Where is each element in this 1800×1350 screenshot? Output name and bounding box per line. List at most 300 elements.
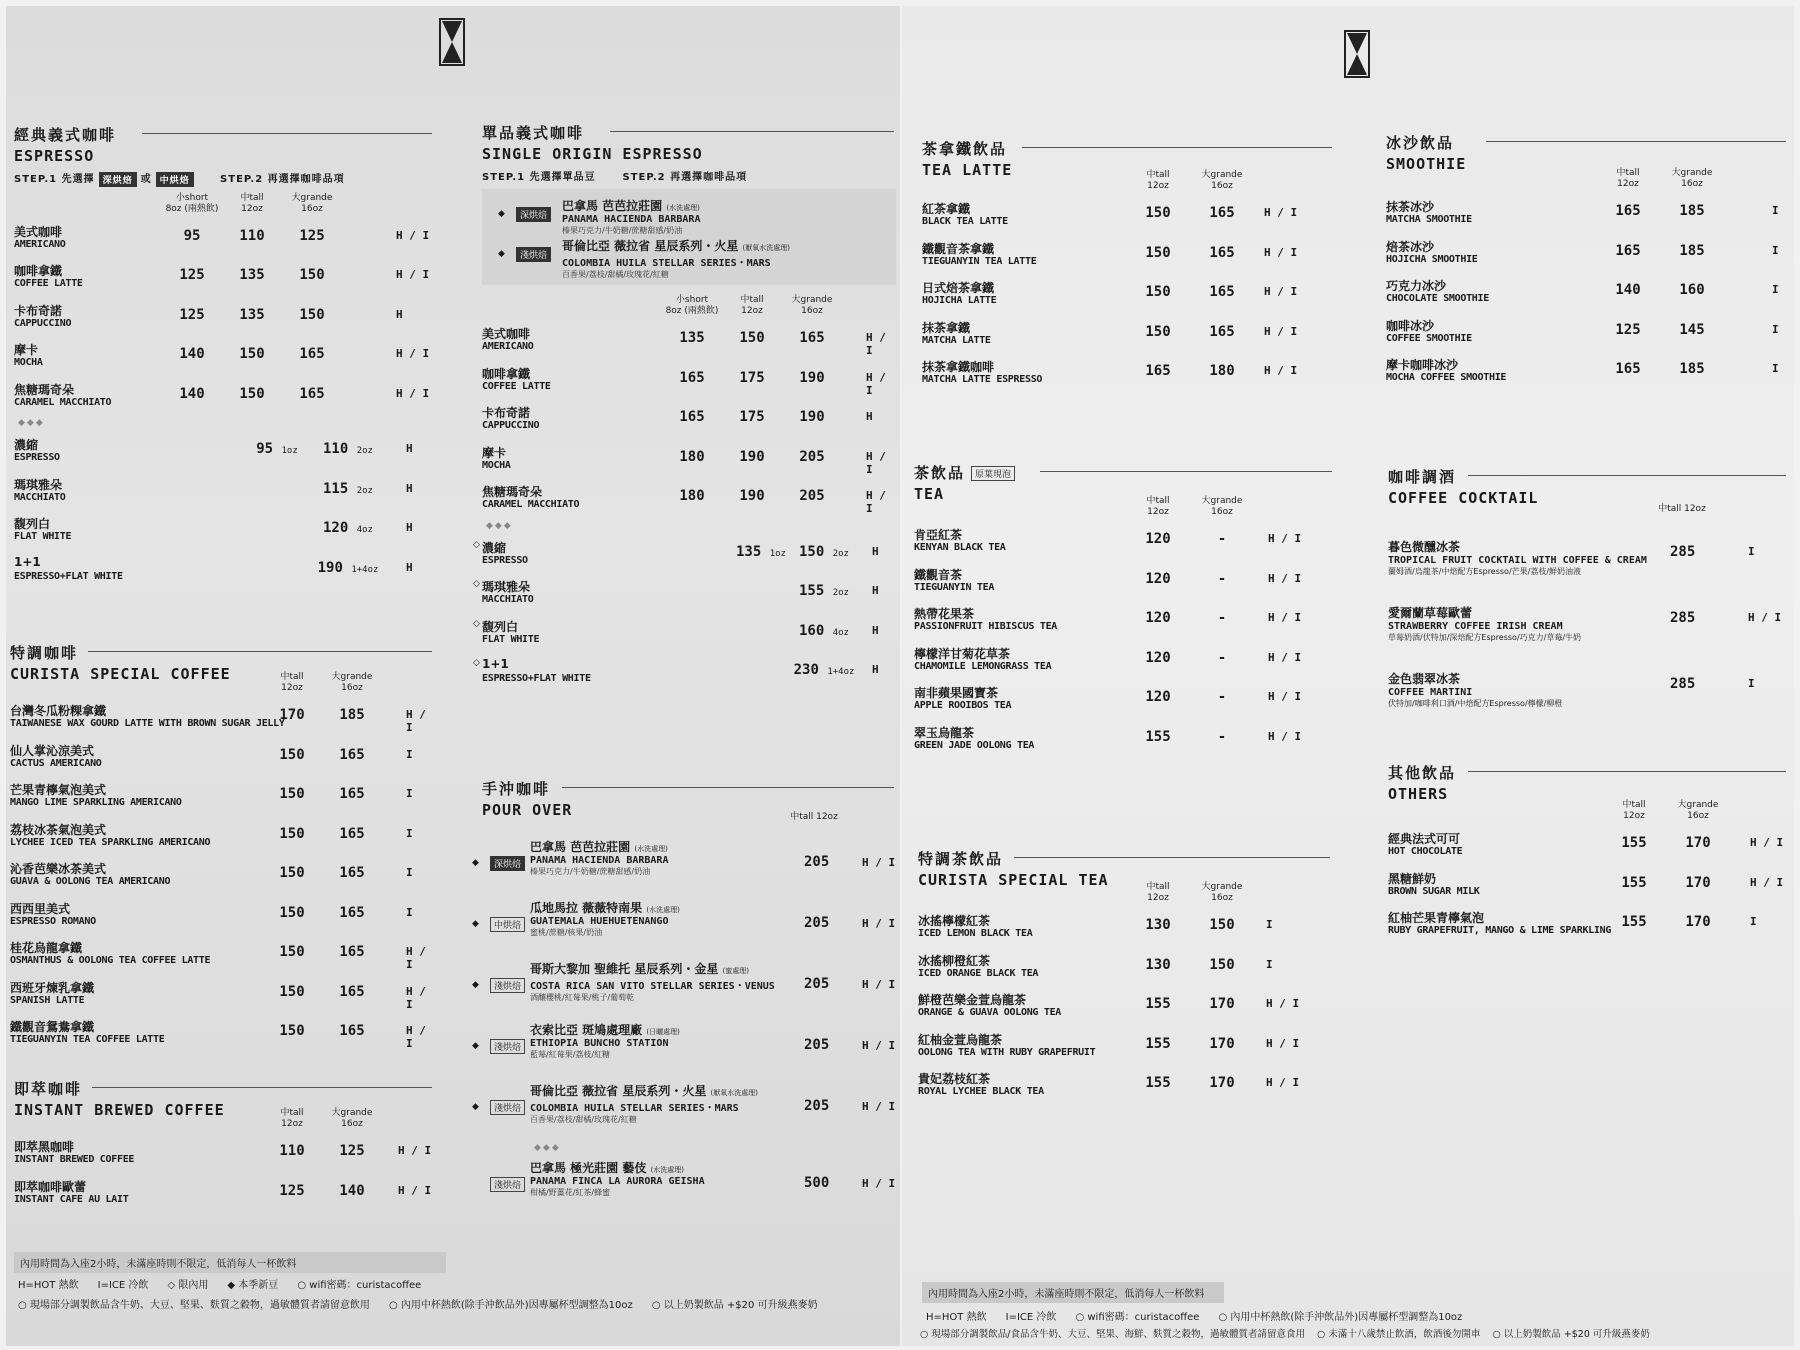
item-name-en: AMERICANO — [14, 238, 66, 250]
section-tea-latte — [922, 138, 1332, 396]
item-price: 140 — [179, 385, 205, 402]
menu-item — [14, 434, 434, 474]
temperature-options: H / I — [1264, 364, 1298, 377]
temperature-options: H / I — [1268, 532, 1302, 545]
size-label: 大grande 16oz — [1201, 496, 1243, 517]
item-name-zh: 摩卡咖啡冰沙 — [1386, 358, 1459, 372]
item-price: 205 — [804, 854, 830, 870]
menu-item — [914, 643, 1332, 683]
item-price: 205 — [804, 976, 830, 992]
item-price: 150 — [1145, 323, 1171, 340]
menu-item — [1386, 236, 1786, 276]
section-title-zh: 單品義式咖啡 — [482, 124, 585, 142]
item-price: 205 — [804, 915, 830, 931]
item-price: 165 — [299, 385, 325, 402]
item-price: 165 — [679, 409, 705, 425]
section-title-en: INSTANT BREWED COFFEE — [14, 1101, 225, 1119]
bean-selection-box — [482, 189, 896, 285]
item-name-zh: 馥列白 — [482, 619, 519, 634]
temperature-options: I — [1748, 545, 1755, 558]
size-label: 中tall 12oz — [280, 672, 304, 693]
bean-option: ◆ 淺烘焙 哥倫比亞 薇拉省 星辰系列・火星 (厭氧水洗處理) COLOMBIA HUILA STELLAR SERIES・MARS 百香果/荔枝/甜橘/玫瑰花/紅糖 — [498, 239, 791, 279]
pour-over-item: ◆ 淺烘焙 哥倫比亞 薇拉省 星辰系列・火星 (厭氧水洗處理) COLOMBIA HUILA STELLAR SERIES・MARS 百香果/荔枝/甜橘/玫瑰花/紅糖 205 H / I — [472, 1084, 896, 1124]
item-price: 150 — [279, 786, 305, 802]
item-price: 190 — [799, 369, 825, 386]
item-name-en: APPLE ROOIBOS TEA — [914, 700, 1012, 711]
item-name-en: ICED LEMON BLACK TEA — [918, 928, 1033, 939]
item-price: 120 — [1145, 570, 1171, 587]
item-price: 180 — [1209, 363, 1235, 379]
item-name-en: TAIWANESE WAX GOURD LATTE WITH BROWN SUGAR JELLY — [10, 718, 285, 729]
item-name-en: ORANGE & GUAVA OOLONG TEA — [918, 1007, 1062, 1018]
item-price: 125 — [279, 1182, 305, 1199]
item-price: 120 4oz — [323, 520, 373, 536]
size-label: 中tall 12oz — [1616, 168, 1640, 189]
item-name-en: FLAT WHITE — [482, 633, 540, 645]
temperature-options: H / I — [396, 347, 430, 360]
item-name-en: RUBY GRAPEFRUIT, MANGO & LIME SPARKLING — [1388, 925, 1612, 936]
temperature-options: H — [872, 544, 879, 558]
temperature-options: I — [406, 826, 413, 840]
item-name-zh: 咖啡拿鐵 — [482, 366, 531, 381]
menu-item — [482, 442, 896, 482]
roast-badge: 中烘焙 — [490, 917, 525, 932]
menu-item — [918, 910, 1332, 950]
menu-item — [10, 977, 434, 1017]
size-label: 小short 8oz (兩熱飲) — [165, 192, 219, 214]
section-title-zh: 經典義式咖啡 — [14, 126, 117, 144]
item-name-en: GUAVA & OOLONG TEA AMERICANO — [10, 876, 171, 887]
item-price: 150 — [279, 904, 305, 921]
item-price: 150 — [299, 267, 325, 283]
item-name-zh: 台灣冬瓜粉粿拿鐵 — [10, 704, 107, 718]
roast-badge: 淺烘焙 — [490, 1100, 525, 1115]
item-name-zh: 咖啡冰沙 — [1386, 318, 1435, 333]
item-name-en: INSTANT BREWED COFFEE — [14, 1154, 135, 1165]
section-smoothie — [1386, 132, 1786, 394]
menu-item — [10, 700, 434, 740]
temperature-options: H / I — [1268, 571, 1302, 585]
item-name-zh: 鐵觀音茶拿鐵 — [922, 241, 995, 256]
menu-item — [918, 1029, 1332, 1069]
item-price: 95 — [183, 227, 201, 244]
section-title-zh: 咖啡調酒 — [1388, 468, 1457, 486]
temperature-options: I — [1772, 204, 1779, 217]
item-price: 140 — [1615, 282, 1641, 298]
section-title-en: TEA — [914, 485, 945, 503]
pour-over-item: ◆ 淺烘焙 衣索比亞 斑鳩處理廠 (日曬處理) ETHIOPIA BUNCHO STATION 藍莓/紅莓果/荔枝/紅糖 205 H / I — [472, 1023, 896, 1059]
menu-item — [10, 779, 434, 819]
item-name-zh: 卡布奇諾 — [482, 406, 531, 420]
menu-item — [14, 513, 434, 553]
section-title-zh: 特調咖啡 — [10, 644, 79, 662]
item-price: 160 — [1679, 282, 1705, 298]
legend-line-2: ○ 現場部分調製飲品含牛奶、大豆、堅果、麩質之穀物，過敏體質者請留意飲用 ○ 內用中杯熱飲(除手沖飲品外)因專屬杯型調整為10oz ○ 以上奶製飲品 +$20 可升級燕麥奶 — [18, 1300, 818, 1311]
item-price: 170 — [1685, 874, 1711, 891]
item-price: 135 — [239, 306, 265, 323]
temperature-options: H / I — [1268, 650, 1302, 664]
item-name-zh: 黑糖鮮奶 — [1388, 871, 1437, 886]
item-name-zh: 抹茶拿鐵 — [922, 320, 971, 335]
cocktail-item: 愛爾蘭草莓歐蕾 STRAWBERRY COFFEE IRISH CREAM 草莓奶酒/伏特加/深焙配方Espresso/巧克力/草莓/牛奶 285 H / I — [1388, 604, 1786, 670]
menu-item — [918, 989, 1332, 1029]
item-price: 165 — [679, 369, 705, 386]
item-name-en: OOLONG TEA WITH RUBY GRAPEFRUIT — [918, 1046, 1096, 1058]
item-price: - — [1217, 649, 1227, 666]
item-price: 165 — [339, 825, 365, 842]
item-name-en: CARAMEL MACCHIATO — [482, 499, 580, 510]
temperature-options: I — [1748, 677, 1755, 690]
size-label: 中tall 12oz — [1146, 496, 1170, 517]
temperature-options: H — [406, 442, 413, 455]
size-label: 小short 8oz (兩熱飲) — [665, 295, 719, 316]
item-price: 130 — [1145, 956, 1171, 973]
section-others — [1388, 762, 1786, 947]
menu-item — [10, 740, 434, 780]
temperature-options: H / I — [1266, 1036, 1300, 1050]
item-name-en: MACCHIATO — [482, 594, 534, 605]
item-price: 185 — [1679, 361, 1705, 377]
item-price: 165 — [339, 1023, 365, 1039]
temperature-options: I — [406, 905, 413, 919]
item-name-en: CACTUS AMERICANO — [10, 757, 102, 769]
temperature-options: H / I — [1748, 611, 1782, 624]
temperature-options: H — [872, 623, 879, 637]
item-price: 205 — [804, 1098, 830, 1114]
item-price: 120 — [1145, 531, 1171, 547]
temperature-options: H / I — [1264, 285, 1298, 298]
temperature-options: H — [866, 410, 873, 423]
menu-item — [482, 481, 896, 521]
menu-item — [14, 553, 434, 593]
item-price: 110 2oz — [323, 441, 373, 457]
temperature-options: H / I — [862, 1039, 896, 1052]
menu-page-left — [6, 6, 900, 1346]
menu-item — [14, 474, 434, 514]
item-price: 155 — [1621, 874, 1647, 891]
item-name-en: HOJICHA LATTE — [922, 295, 997, 306]
size-header — [918, 882, 1332, 910]
temperature-options: H / I — [406, 984, 426, 1011]
item-name-en: COFFEE SMOOTHIE — [1386, 332, 1472, 344]
item-name-en: LYCHEE ICED TEA SPARKLING AMERICANO — [10, 836, 211, 848]
pour-over-item: ◆ 中烘焙 瓜地馬拉 薇薇特南果 (水洗處理) GUATEMALA HUEHUETENANGO 蜜桃/蔗糖/核果/奶油 205 H / I — [472, 901, 896, 937]
item-price: 150 — [279, 944, 305, 960]
menu-item — [914, 564, 1332, 604]
item-name-zh: 南非蘋果國寶茶 — [914, 686, 999, 700]
item-price: 150 — [299, 306, 325, 323]
item-price: 180 — [679, 448, 705, 465]
item-price: 165 — [1209, 323, 1235, 340]
item-name-zh: 鐵觀音茶 — [914, 567, 963, 582]
item-name-zh: 冰搖檸檬紅茶 — [918, 914, 991, 928]
section-espresso — [14, 124, 434, 592]
item-name-zh: 焦糖瑪奇朵 — [482, 485, 543, 499]
item-name-en: MOCHA COFFEE SMOOTHIE — [1386, 372, 1507, 383]
item-price: - — [1217, 728, 1227, 745]
divider-dots: ◆◆◆ — [486, 520, 513, 531]
item-price: 150 — [1145, 205, 1171, 221]
item-name-zh: 金色翡翠冰茶 — [1388, 672, 1461, 686]
item-price: 165 — [339, 944, 365, 960]
item-price: 165 — [339, 983, 365, 1000]
temperature-options: H / I — [866, 331, 886, 357]
item-price: 130 — [1145, 917, 1171, 933]
menu-page-right — [902, 6, 1794, 1346]
item-price: 125 — [179, 267, 205, 283]
menu-item — [1386, 354, 1786, 394]
item-price: 165 — [339, 746, 365, 763]
item-price: 165 — [339, 904, 365, 921]
item-price: 155 — [1145, 996, 1171, 1012]
item-price: 140 — [339, 1182, 365, 1199]
temperature-options: H / I — [1266, 1076, 1300, 1089]
item-name-en: OSMANTHUS & OOLONG TEA COFFEE LATTE — [10, 955, 211, 966]
section-title-zh: 茶拿鐵飲品 — [922, 140, 1008, 158]
item-name-en: MANGO LIME SPARKLING AMERICANO — [10, 797, 182, 808]
item-price: 125 — [299, 227, 325, 244]
item-price: 150 — [1209, 917, 1235, 933]
item-name-zh: 焦糖瑪奇朵 — [14, 382, 75, 397]
item-price: 175 — [739, 409, 765, 425]
item-price: 205 — [799, 488, 825, 504]
item-price: 165 — [1209, 205, 1235, 221]
legend-line-1: H=HOT 熱飲 I=ICE 冷飲 ○ wifi密碼：curistacoffee ○ 內用中杯熱飲(除手沖飲品外)因專屬杯型調整為10oz — [926, 1312, 1463, 1323]
item-price: 190 — [799, 409, 825, 425]
item-price: 155 — [1145, 1075, 1171, 1091]
item-name-en: HOJICHA SMOOTHIE — [1386, 253, 1478, 265]
item-name-zh: 即萃黑咖啡 — [14, 1140, 75, 1154]
menu-item — [14, 1136, 434, 1176]
temperature-options: H — [872, 584, 879, 597]
item-name-zh: 熱帶花果茶 — [914, 607, 975, 621]
item-name-en: MOCHA — [14, 357, 43, 368]
item-price: 150 — [1209, 956, 1235, 973]
item-price: 155 2oz — [799, 583, 849, 599]
item-price: 190 1+4oz — [317, 559, 379, 576]
item-name-zh: 肯亞紅茶 — [914, 528, 963, 542]
item-name-zh: 翠玉烏龍茶 — [914, 725, 975, 740]
size-header — [14, 193, 434, 221]
size-header — [1388, 800, 1786, 828]
item-name-en: STRAWBERRY COFFEE IRISH CREAM — [1388, 621, 1563, 632]
roast-badge: 淺烘焙 — [490, 1039, 525, 1054]
section-title-zh: 其他飲品 — [1388, 764, 1457, 782]
item-name-zh: 瑪琪雅朵 — [14, 477, 63, 492]
item-name-zh: 西班牙煉乳拿鐵 — [10, 980, 95, 995]
temperature-options: H / I — [1268, 611, 1302, 624]
divider-dots: ◆◆◆ — [534, 1143, 561, 1153]
item-price: 170 — [1209, 996, 1235, 1012]
item-name-en: HOT CHOCOLATE — [1388, 846, 1463, 857]
item-name-zh: 咖啡拿鐵 — [14, 264, 63, 278]
menu-item — [10, 819, 434, 859]
item-price: 165 — [1615, 203, 1641, 219]
item-name-en: CAPPUCCINO — [482, 420, 540, 431]
item-name-zh: 濃縮 — [14, 438, 39, 452]
menu-item: ◇ 1+1 ESPRESSO+FLAT WHITE 230 1+4oz H — [473, 657, 879, 684]
size-label: 中tall 12oz — [740, 295, 764, 316]
item-name-zh: 摩卡 — [482, 445, 507, 460]
section-title-en: ESPRESSO — [14, 147, 95, 165]
item-name-zh: 巧克力冰沙 — [1386, 279, 1447, 293]
section-tea — [914, 462, 1332, 761]
item-name-zh: 暮色微醺冰茶 — [1388, 540, 1461, 554]
item-name-en: PASSIONFRUIT HIBISCUS TEA — [914, 621, 1058, 632]
temperature-options: H / I — [862, 917, 896, 930]
menu-item: ◇ 瑪琪雅朵 MACCHIATO 155 2oz H — [473, 579, 879, 605]
temperature-options: H / I — [862, 1100, 896, 1113]
size-header — [914, 496, 1332, 524]
size-label: 大grande 16oz — [1671, 168, 1713, 189]
brand-logo — [439, 18, 465, 66]
menu-item — [10, 937, 434, 977]
item-name-zh: 美式咖啡 — [482, 327, 531, 341]
item-price: 135 1oz — [736, 543, 786, 560]
item-name-zh: 美式咖啡 — [14, 224, 63, 239]
temperature-options: H — [396, 307, 403, 321]
item-name-en: ESPRESSO — [482, 554, 528, 566]
menu-item — [482, 363, 896, 403]
menu-item: ◇ 馥列白 FLAT WHITE 160 4oz H — [473, 618, 879, 645]
item-name-en: CARAMEL MACCHIATO — [14, 396, 112, 408]
item-name-en: ROYAL LYCHEE BLACK TEA — [918, 1086, 1044, 1097]
item-price: 125 — [339, 1143, 365, 1159]
temperature-options: I — [1772, 243, 1779, 257]
temperature-options: H / I — [398, 1183, 432, 1197]
item-price: 150 — [739, 330, 765, 346]
section-pour-over — [472, 778, 896, 1220]
menu-item — [14, 339, 434, 379]
item-price: - — [1217, 531, 1227, 547]
item-name-en: TIEGUANYIN TEA COFFEE LATTE — [10, 1034, 165, 1045]
size-label: 大grande 16oz — [331, 672, 373, 693]
menu-item — [1388, 907, 1786, 947]
menu-item — [14, 260, 434, 300]
size-label: 大grande 16oz — [1201, 882, 1243, 903]
item-price: 185 — [339, 707, 365, 723]
item-name-zh: 經典法式可可 — [1388, 832, 1461, 846]
item-price: 150 2oz — [799, 543, 849, 560]
menu-item — [914, 722, 1332, 762]
menu-item — [922, 198, 1332, 238]
menu-item — [1386, 315, 1786, 355]
size-header — [1386, 168, 1786, 196]
item-name-zh: 西西里美式 — [10, 901, 71, 916]
item-name-en: AMERICANO — [482, 341, 534, 352]
item-price: 150 — [279, 825, 305, 842]
item-name-zh: 卡布奇諾 — [14, 303, 63, 318]
item-price: 165 — [799, 330, 825, 346]
item-name-zh: 濃縮 — [482, 540, 507, 555]
section-title-en: CURISTA SPECIAL TEA — [918, 871, 1109, 889]
item-name-en: COFFEE LATTE — [482, 380, 551, 392]
item-name-en: TROPICAL FRUIT COCKTAIL WITH COFFEE & CREAM — [1388, 555, 1647, 566]
step-instructions: STEP.1 先選擇單品豆 STEP.2 再選擇咖啡品項 — [482, 172, 748, 183]
size-header — [922, 170, 1332, 198]
temperature-options: I — [1772, 283, 1779, 296]
item-name-zh: 檸檬洋甘菊花草茶 — [914, 646, 1011, 661]
item-price: 120 — [1145, 689, 1171, 705]
item-name-en: COFFEE MARTINI — [1388, 687, 1473, 698]
item-name-zh: 抹茶冰沙 — [1386, 200, 1435, 214]
menu-item — [10, 1016, 434, 1056]
menu-item — [922, 356, 1332, 396]
item-name-zh: 鐵觀音鴛鴦拿鐵 — [10, 1020, 95, 1034]
item-price: 170 — [1209, 1035, 1235, 1052]
size-label: 大grande 16oz — [291, 192, 333, 214]
menu-item — [922, 317, 1332, 357]
item-name-en: KENYAN BLACK TEA — [914, 542, 1006, 553]
item-name-en: GREEN JADE OOLONG TEA — [914, 739, 1035, 751]
item-price: - — [1217, 570, 1227, 587]
bean-option: ◆ 深烘焙 巴拿馬 芭芭拉莊園 (水洗處理) PANAMA HACIENDA BARBARA 榛果巧克力/牛奶糖/蔗糖甜感/奶油 — [498, 199, 701, 235]
roast-badge: 淺烘焙 — [490, 1177, 525, 1192]
menu-item: ◇ 濃縮 ESPRESSO 135 1oz 150 2oz H — [473, 539, 879, 566]
item-price: 285 — [1670, 676, 1696, 692]
item-price: - — [1217, 610, 1227, 626]
item-name-en: SPANISH LATTE — [10, 994, 85, 1006]
temperature-options: H — [406, 560, 413, 574]
section-title-zh: 即萃咖啡 — [14, 1080, 83, 1098]
item-price: 150 — [1145, 284, 1171, 300]
section-title-en: CURISTA SPECIAL COFFEE — [10, 665, 231, 683]
size-label: 中tall 12oz — [1146, 882, 1170, 903]
fresh-leaf-badge: 原葉現泡 — [971, 466, 1015, 481]
item-price: 185 — [1679, 203, 1705, 219]
item-price: 150 — [279, 1023, 305, 1039]
section-title-en: OTHERS — [1388, 785, 1449, 803]
size-header — [482, 295, 896, 323]
item-price: 95 1oz — [256, 441, 298, 457]
section-special-coffee — [10, 642, 434, 1056]
item-name-en: TIEGUANYIN TEA LATTE — [922, 255, 1037, 267]
item-price: 155 — [1145, 1035, 1171, 1052]
temperature-options: H / I — [862, 856, 896, 869]
item-name-en: ESPRESSO ROMANO — [10, 915, 96, 927]
temperature-options: H / I — [396, 228, 430, 242]
size-label: 中tall 12oz — [240, 192, 264, 214]
legend-line-2: ○ 現場部分調製飲品/食品含牛奶、大豆、堅果、海鮮、麩質之穀物，過敏體質者請留意食用 ○ 未滿十八歲禁止飲酒，飲酒後勿開車 ○ 以上奶製飲品 +$20 可升級燕麥奶 — [920, 1329, 1650, 1340]
item-price: 135 — [239, 267, 265, 283]
item-price: 155 — [1621, 914, 1647, 930]
temperature-options: H / I — [1264, 206, 1298, 219]
item-price: 165 — [1615, 242, 1641, 259]
item-price: 115 2oz — [323, 480, 373, 497]
item-price: 170 — [1209, 1075, 1235, 1091]
size-label: 中tall 12oz — [1146, 170, 1170, 191]
temperature-options: H / I — [1266, 997, 1300, 1010]
item-name-zh: 日式焙茶拿鐵 — [922, 281, 995, 295]
menu-item — [1386, 196, 1786, 236]
item-price: 165 — [299, 346, 325, 362]
item-price: 170 — [279, 707, 305, 723]
item-price: 170 — [1685, 914, 1711, 930]
section-special-tea — [918, 848, 1332, 1108]
item-name-en: MATCHA SMOOTHIE — [1386, 214, 1472, 225]
section-title-en: SINGLE ORIGIN ESPRESSO — [482, 145, 703, 163]
item-name-zh: 愛爾蘭草莓歐蕾 — [1388, 606, 1473, 620]
cocktail-item: 暮色微醺冰茶 TROPICAL FRUIT COCKTAIL WITH COFFEE & CREAM 蘭姆酒/烏龍茶/中焙配方Espresso/芒果/荔枝/鮮奶油液 285 I — [1388, 538, 1786, 604]
item-price: 125 — [179, 306, 205, 323]
temperature-options: H / I — [862, 978, 896, 991]
item-name-zh: 焙茶冰沙 — [1386, 239, 1435, 254]
menu-item — [14, 379, 434, 419]
item-name-zh: 紅柚芒果青檸氣泡 — [1388, 911, 1485, 925]
item-price: 165 — [339, 865, 365, 881]
roast-badge: 深烘焙 — [516, 207, 551, 222]
temperature-options: I — [1772, 362, 1779, 375]
